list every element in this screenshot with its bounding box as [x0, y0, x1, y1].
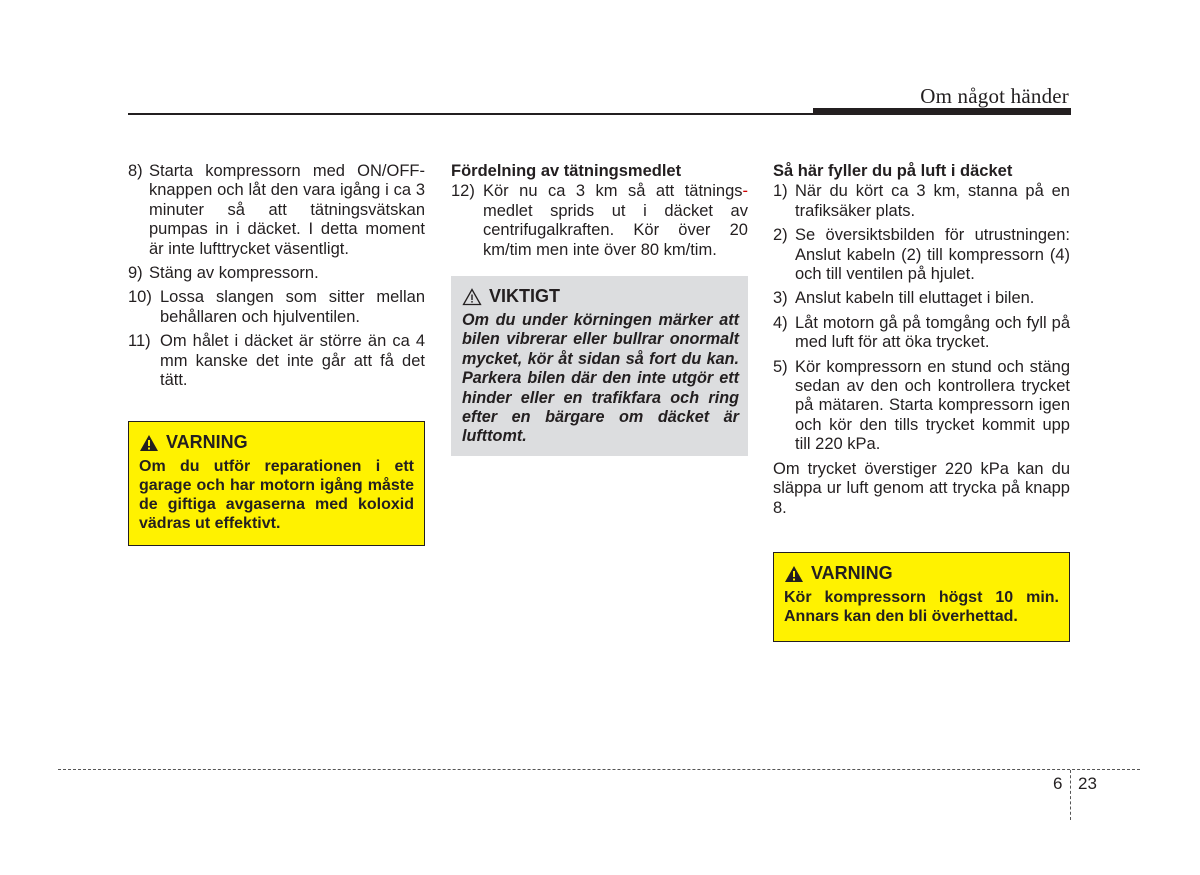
list-item — [773, 226, 1070, 284]
step-number: 5) — [773, 357, 788, 376]
warning-body: Kör kompressorn högst 10 min. Annars kan den bli överhettad. — [784, 589, 1059, 625]
warning-body: Om du utför reparationen i ett garage och har motorn igång måste de giftiga avgaserna med koloxid vädras ut effektivt. — [139, 458, 414, 532]
list-item — [128, 162, 425, 259]
section-heading: Så här fyller du på luft i däcket — [773, 162, 1013, 180]
list-item — [128, 288, 425, 327]
step-text: Om hålet i däcket är större än ca 4 mm kanske det inte går att få det tätt. — [160, 332, 425, 390]
warning-box-garage — [128, 421, 425, 546]
column-right — [773, 162, 1070, 523]
list-item — [773, 182, 1070, 221]
warning-title-text: VARNING — [811, 563, 893, 583]
caution-body: Om du under körningen märker att bilen vibrerar eller bullrar onormalt mycket, kör åt sidan så fort du kan. Parkera bilen där den inte utgör ett hinder eller en trafikfara och ring efter en bärgare om däcket är lufttomt. — [462, 311, 739, 446]
step-text: Lossa slangen som sitter mellan behållaren och hjulventilen. — [160, 288, 425, 326]
step-text: Kör kompressorn en stund och stäng sedan av den och kontrollera trycket på mätaren. Starta kompressorn igen och kör den tills trycket kommit upp till 220 kPa. — [795, 357, 1070, 454]
list-item — [451, 182, 748, 260]
step-number: 3) — [773, 289, 788, 308]
step-text: När du kört ca 3 km, stanna på en trafiksäker plats. — [795, 182, 1070, 220]
step-text-part1: Kör nu ca 3 km så att tätnings — [483, 182, 743, 201]
step-text: Se översiktsbilden för utrustningen: Anslut kabeln (2) till kompressorn (4) och till ventilen på hjulet. — [795, 226, 1070, 284]
pressure-note: Om trycket överstiger 220 kPa kan du släppa ur luft genom att trycka på knapp 8. — [773, 459, 1070, 517]
step-text-part2: medlet sprids ut i däcket av centrifugalkraften. Kör över 20 km/tim men inte över 80 km/tim. — [483, 201, 748, 259]
list-item — [128, 264, 425, 283]
header-rule-accent — [813, 108, 1071, 115]
page-number: 23 — [1078, 774, 1097, 793]
step-text: Anslut kabeln till eluttaget i bilen. — [795, 289, 1035, 308]
header-rule — [128, 113, 813, 115]
step-number: 9) — [128, 264, 143, 283]
step-text: Stäng av kompressorn. — [149, 264, 319, 283]
step-number: 2) — [773, 226, 788, 245]
list-item — [773, 314, 1070, 353]
section-heading: Fördelning av tätningsmedlet — [451, 162, 682, 180]
step-text: Starta kompressorn med ON/OFF-knappen och låt den vara igång i ca 3 minuter så att tätningsvätskan pumpas in i däcket. I detta moment är inte lufttrycket väsentligt. — [149, 162, 425, 258]
step-number: 4) — [773, 313, 788, 332]
step-number: 10) — [128, 288, 152, 307]
caution-title — [462, 286, 739, 307]
footer-rule — [58, 769, 1140, 770]
list-item — [773, 358, 1070, 455]
caution-triangle-icon — [462, 288, 482, 306]
caution-title-text: VIKTIGT — [489, 286, 560, 306]
column-left — [128, 162, 425, 395]
step-text — [483, 182, 748, 260]
chapter-number: 6 — [1053, 774, 1063, 793]
list-item — [128, 332, 425, 390]
warning-box-compressor — [773, 552, 1070, 642]
caution-box-vibration — [451, 276, 748, 456]
hyphen-mark: - — [742, 182, 748, 201]
step-number: 1) — [773, 182, 788, 201]
footer-divider — [1070, 770, 1071, 820]
column-middle — [451, 162, 748, 265]
warning-triangle-icon — [784, 565, 804, 583]
step-number: 11) — [128, 332, 151, 351]
warning-triangle-icon — [139, 434, 159, 452]
list-item — [773, 289, 1070, 308]
warning-title — [784, 563, 1059, 584]
step-number: 12) — [451, 182, 475, 201]
step-number: 8) — [128, 162, 143, 180]
step-text: Låt motorn gå på tomgång och fyll på med luft för att öka trycket. — [795, 313, 1070, 352]
warning-title — [139, 432, 414, 453]
page-section-title: Om något händer — [920, 84, 1069, 108]
warning-title-text: VARNING — [166, 432, 248, 452]
